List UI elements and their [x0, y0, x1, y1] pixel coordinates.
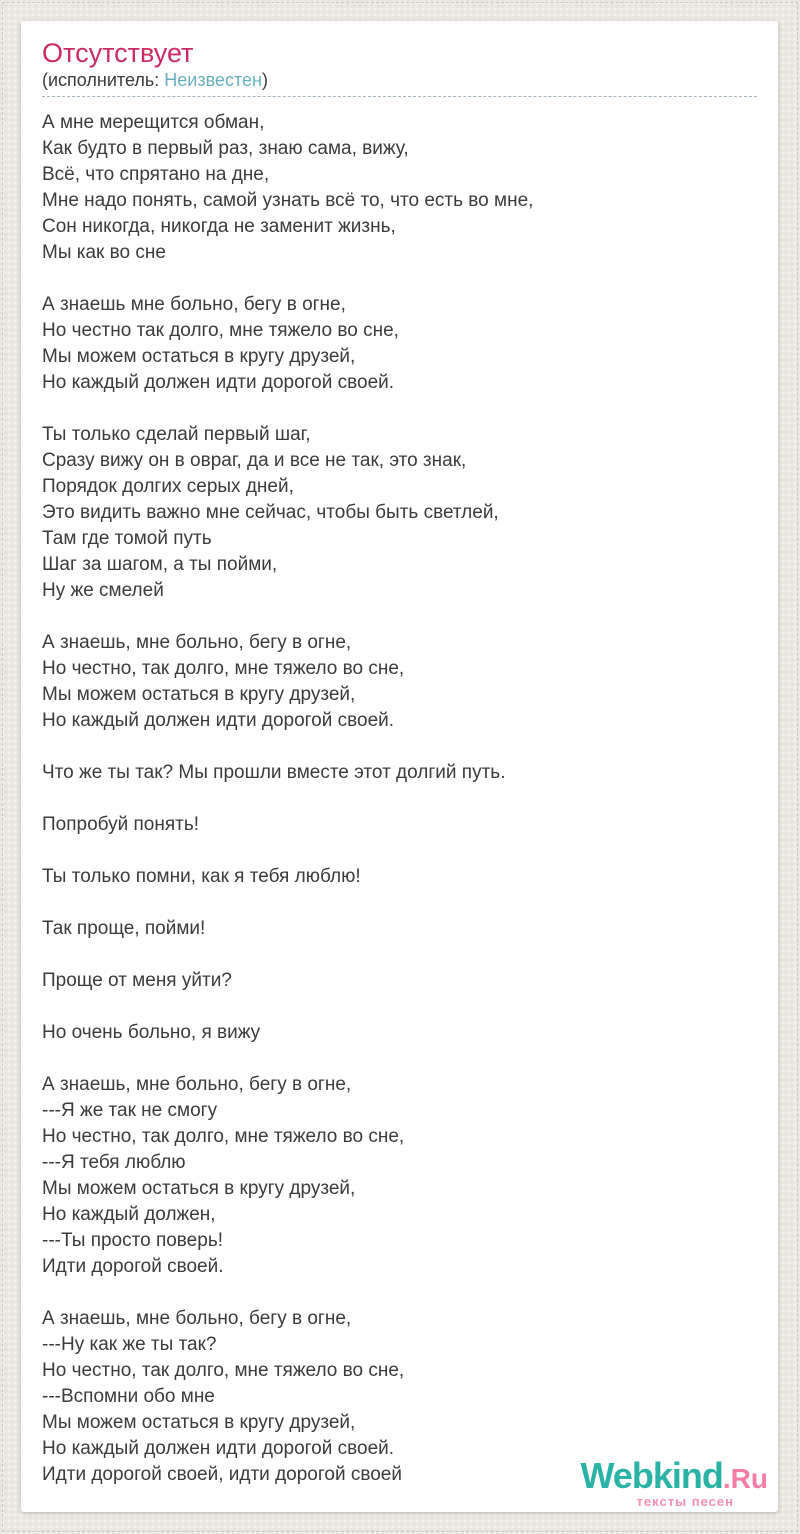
- artist-line: [42, 69, 757, 92]
- lyric-line: Там где томой путь: [42, 528, 212, 549]
- artist-link[interactable]: Неизвестен: [164, 70, 262, 90]
- song-header: [42, 37, 757, 97]
- lyric-line: Мы можем остаться в кругу друзей,: [42, 1178, 356, 1199]
- lyric-line: Но честно, так долго, мне тяжело во сне,: [42, 1126, 405, 1147]
- lyric-line: Мы как во сне: [42, 242, 166, 263]
- lyric-line: Сон никогда, никогда не заменит жизнь,: [42, 216, 396, 237]
- lyric-line: [42, 942, 757, 968]
- lyric-line: Но честно, так долго, мне тяжело во сне,: [42, 658, 405, 679]
- lyric-line: [42, 266, 757, 292]
- lyric-line: ---Ну как же ты так?: [42, 1334, 217, 1355]
- lyric-line: [42, 994, 757, 1020]
- lyric-line: А знаешь, мне больно, бегу в огне,: [42, 632, 352, 653]
- lyric-line: Мы можем остаться в кругу друзей,: [42, 346, 356, 367]
- lyric-line: А знаешь мне больно, бегу в огне,: [42, 294, 346, 315]
- lyric-line: ---Я же так не смогу: [42, 1100, 218, 1121]
- lyric-line: ---Я тебя люблю: [42, 1152, 186, 1173]
- lyric-line: Ну же смелей: [42, 580, 164, 601]
- logo-webkind-text: Webkind: [580, 1455, 723, 1496]
- lyric-line: Ты только сделай первый шаг,: [42, 424, 311, 445]
- logo-tagline: тексты песен: [636, 1494, 734, 1509]
- lyric-line: Так проще, пойми!: [42, 918, 206, 939]
- lyric-line: Как будто в первый раз, знаю сама, вижу,: [42, 138, 409, 159]
- lyric-line: Идти дорогой своей.: [42, 1256, 224, 1277]
- lyric-line: [42, 1280, 757, 1306]
- lyric-line: Проще от меня уйти?: [42, 970, 232, 991]
- lyric-line: Шаг за шагом, а ты пойми,: [42, 554, 278, 575]
- logo-row: [580, 1455, 768, 1496]
- lyric-line: [42, 890, 757, 916]
- lyric-line: Сразу вижу он в овраг, да и все не так, это знак,: [42, 450, 467, 471]
- lyric-line: Мы можем остаться в кругу друзей,: [42, 1412, 356, 1433]
- lyric-line: Но честно так долго, мне тяжело во сне,: [42, 320, 399, 341]
- lyric-line: Но каждый должен,: [42, 1204, 216, 1225]
- lyric-line: А мне мерещится обман,: [42, 112, 265, 133]
- webkind-logo[interactable]: [580, 1455, 768, 1509]
- lyric-line: Но каждый должен идти дорогой своей.: [42, 1438, 395, 1459]
- lyric-line: [42, 734, 757, 760]
- lyric-line: Идти дорогой своей, идти дорогой своей: [42, 1464, 402, 1485]
- lyric-line: [42, 396, 757, 422]
- lyric-line: ---Вспомни обо мне: [42, 1386, 215, 1407]
- lyric-line: Порядок долгих серых дней,: [42, 476, 294, 497]
- lyric-line: Но каждый должен идти дорогой своей.: [42, 710, 395, 731]
- lyric-line: Всё, что спрятано на дне,: [42, 164, 270, 185]
- lyric-line: Мы можем остаться в кругу друзей,: [42, 684, 356, 705]
- lyric-line: А знаешь, мне больно, бегу в огне,: [42, 1074, 352, 1095]
- lyric-line: [42, 838, 757, 864]
- lyrics-text: [42, 110, 757, 1488]
- artist-label: (исполнитель:: [42, 70, 165, 90]
- lyric-line: Попробуй понять!: [42, 814, 200, 835]
- lyric-line: [42, 786, 757, 812]
- lyric-line: Мне надо понять, самой узнать всё то, что есть во мне,: [42, 190, 534, 211]
- song-title: Отсутствует: [42, 38, 194, 68]
- lyric-line: Но каждый должен идти дорогой своей.: [42, 372, 395, 393]
- lyric-line: Это видить важно мне сейчас, чтобы быть светлей,: [42, 502, 499, 523]
- lyric-line: А знаешь, мне больно, бегу в огне,: [42, 1308, 352, 1329]
- lyric-line: Ты только помни, как я тебя люблю!: [42, 866, 361, 887]
- lyric-line: [42, 1046, 757, 1072]
- lyric-line: Но очень больно, я вижу: [42, 1022, 261, 1043]
- lyrics-card: [21, 21, 778, 1512]
- lyric-line: [42, 604, 757, 630]
- lyric-line: ---Ты просто поверь!: [42, 1230, 223, 1251]
- logo-ru-text: .Ru: [722, 1463, 768, 1494]
- lyric-line: Что же ты так? Мы прошли вместе этот долгий путь.: [42, 762, 506, 783]
- lyric-line: Но честно, так долго, мне тяжело во сне,: [42, 1360, 405, 1381]
- artist-label-close: ): [261, 70, 268, 90]
